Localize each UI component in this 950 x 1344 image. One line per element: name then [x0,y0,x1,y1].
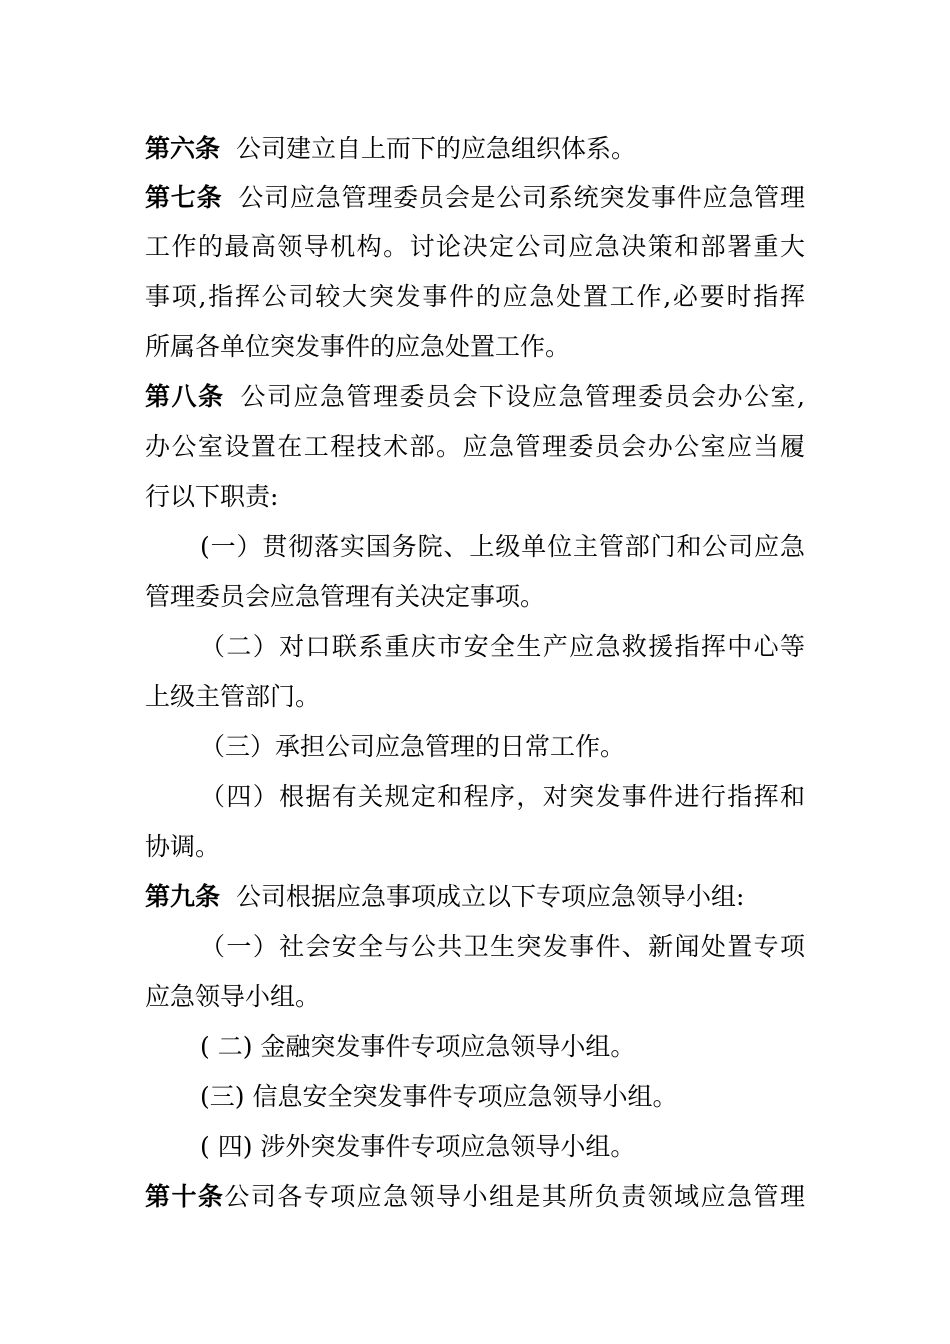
article-9-item-1-line-1: （一）社会安全与公共卫生突发事件、新闻处置专项 [200,932,805,961]
article-9-item-3-line-1: (三) 信息安全突发事件专项应急领导小组。 [200,1082,678,1111]
article-9-item-1-line-2: 应急领导小组。 [145,982,321,1011]
article-8-item-4-line-1: （四）根据有关规定和程序，对突发事件进行指挥和 [200,782,805,811]
article-9-item-4-line-1: ( 四) 涉外突发事件专项应急领导小组。 [200,1132,636,1161]
article-9-heading: 第九条 [145,882,221,911]
article-8-item-3-line-1: （三）承担公司应急管理的日常工作。 [200,732,626,761]
article-6-text: 公司建立自上而下的应急组织体系。 [236,134,637,163]
article-7-line-1 [145,173,805,223]
article-8-item-1-line-2: 管理委员会应急管理有关决定事项。 [145,582,546,611]
article-8-item-1-line-1: (一）贯彻落实国务院、上级单位主管部门和公司应急 [200,532,805,561]
article-8-line-2: 办公室设置在工程技术部。应急管理委员会办公室应当履 [145,432,805,461]
article-6-heading: 第六条 [145,134,221,163]
article-8-heading: 第八条 [145,382,225,411]
article-8-item-4-line-2: 协调。 [145,832,221,861]
article-10-text: 公司各专项应急领导小组是其所负责领域应急管理 [224,1182,805,1211]
article-9-line-1 [145,872,805,922]
article-8-item-2-line-2: 上级主管部门。 [145,682,321,711]
article-6-line-1 [145,124,805,174]
article-7-line-2: 工作的最高领导机构。讨论决定公司应急决策和部署重大 [145,232,805,261]
article-9-text: 公司根据应急事项成立以下专项应急领导小组: [236,882,745,911]
article-7-line-4: 所属各单位突发事件的应急处置工作。 [145,332,571,361]
article-10-line-1 [145,1172,805,1222]
article-8-text: 公司应急管理委员会下设应急管理委员会办公室, [240,382,805,411]
article-8-line-1 [145,372,805,422]
article-8-line-3: 行以下职责: [145,482,279,511]
article-7-text: 公司应急管理委员会是公司系统突发事件应急管理 [238,183,805,212]
article-8-item-2-line-1: （二）对口联系重庆市安全生产应急救援指挥中心等 [200,632,805,661]
article-10-heading: 第十条 [145,1182,225,1211]
article-7-heading: 第七条 [145,183,223,212]
article-9-item-2-line-1: ( 二) 金融突发事件专项应急领导小组。 [200,1032,636,1061]
article-7-line-3: 事项,指挥公司较大突发事件的应急处置工作,必要时指挥 [145,282,805,311]
